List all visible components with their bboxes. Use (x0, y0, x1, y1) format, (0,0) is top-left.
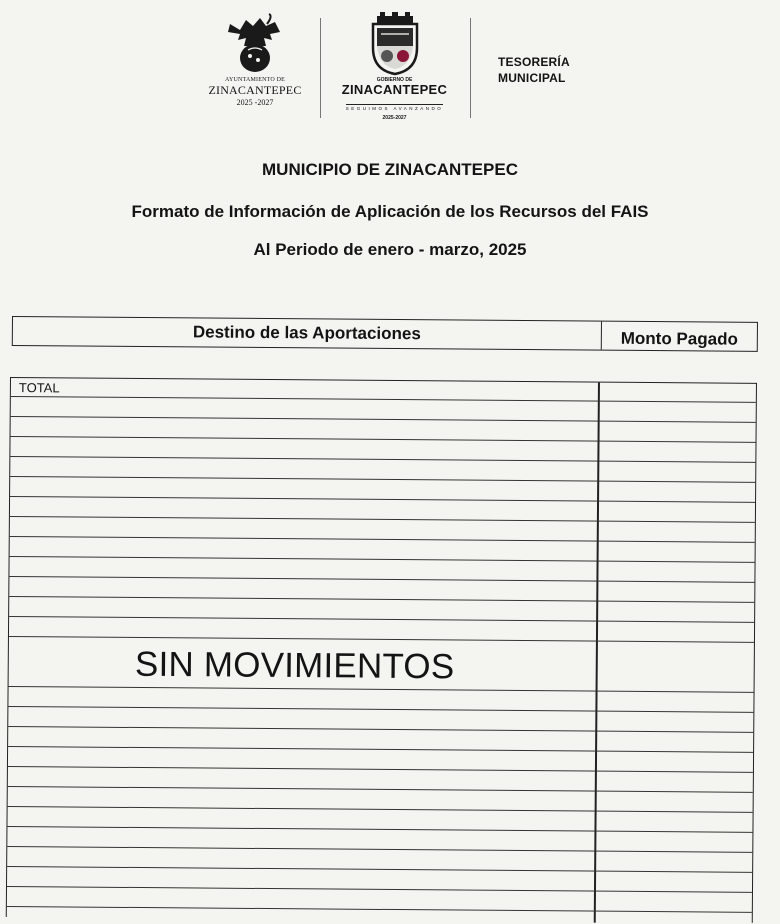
department-line1: TESORERÍA (498, 55, 570, 69)
logo-left-small-text: AYUNTAMIENTO DE (224, 77, 286, 83)
table-row (9, 576, 754, 583)
department-name (498, 54, 570, 86)
table-row (10, 476, 755, 483)
column-separator (594, 383, 600, 923)
column-header-monto: Monto Pagado (620, 328, 738, 349)
table-row (10, 456, 755, 463)
gobierno-logo (332, 12, 457, 121)
table-row (8, 806, 753, 813)
table-row (9, 686, 754, 693)
header-divider (320, 18, 321, 118)
table-row (9, 636, 754, 643)
table-header (12, 316, 758, 352)
ayuntamiento-logo (200, 12, 310, 107)
logo-left-years: 2025 -2027 (236, 98, 274, 107)
table-row (8, 706, 753, 713)
title-periodo: Al Periodo de enero - marzo, 2025 (253, 240, 527, 259)
column-header-destino: Destino de las Aportaciones (13, 317, 602, 350)
table-row (10, 496, 755, 503)
table-row (8, 786, 753, 793)
table-row (10, 536, 755, 543)
table-row (7, 826, 752, 833)
table-row (7, 906, 752, 913)
title-municipio: MUNICIPIO DE ZINACANTEPEC (262, 160, 518, 179)
table-row (7, 886, 752, 893)
logo-center-years: 2025-2027 (382, 115, 407, 121)
sin-movimientos-stamp: SIN MOVIMIENTOS (134, 644, 455, 687)
table-row (8, 746, 753, 753)
table-row (9, 596, 754, 603)
table-row (8, 726, 753, 733)
table-row (11, 436, 756, 443)
table-row (11, 396, 756, 403)
total-row-label: TOTAL (18, 380, 60, 396)
table-row (7, 846, 752, 853)
table-row (10, 516, 755, 523)
table-row (10, 556, 755, 563)
hill-glyph-icon (220, 12, 290, 74)
logo-center-tagline: SEGUIMOS AVANZANDO (345, 106, 444, 111)
coat-of-arms-icon (363, 12, 427, 76)
header-divider (470, 18, 471, 118)
table-row (7, 866, 752, 873)
letterhead (0, 10, 780, 125)
logo-left-name: ZINACANTEPEC (208, 83, 302, 97)
table-row (9, 616, 754, 623)
table-row (11, 416, 756, 423)
department-line2: MUNICIPAL (498, 71, 566, 85)
logo-center-name: ZINACANTEPEC (341, 82, 448, 97)
logo-center-small-text: GOBIERNO DE (376, 77, 413, 83)
table-row (8, 766, 753, 773)
title-formato: Formato de Información de Aplicación de los Recursos del FAIS (131, 202, 649, 221)
